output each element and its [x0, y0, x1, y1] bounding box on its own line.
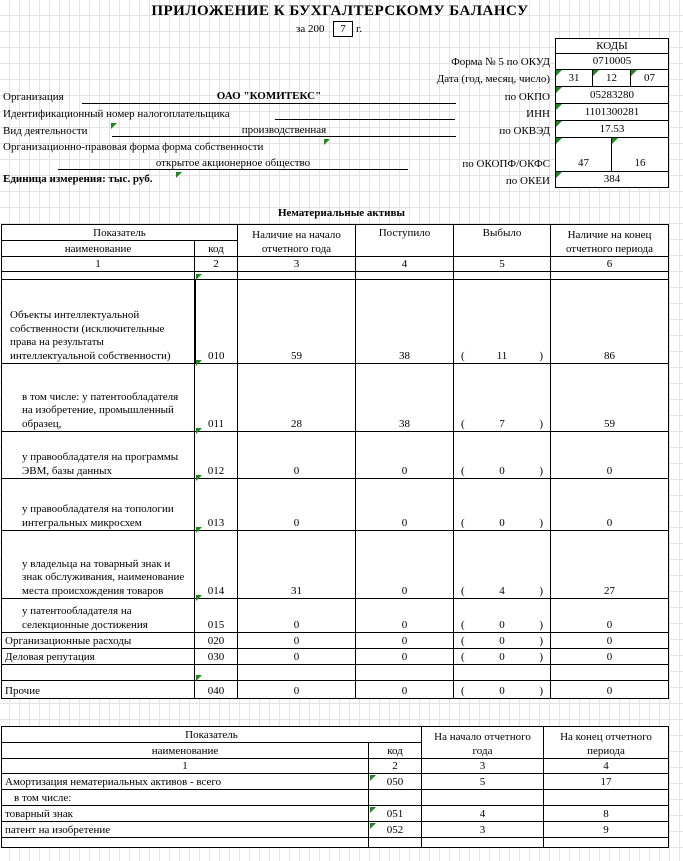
inn-code-label: ИНН: [526, 108, 550, 120]
row-end-value[interactable]: 8: [544, 806, 669, 822]
inn-code[interactable]: 1101300281: [555, 103, 669, 121]
table-row: Объекты интеллектуальной собственности (исключительные права на результаты интеллектуальной собственности) 010 59 38 ( 11 ) 86: [2, 280, 669, 364]
row-end-value[interactable]: [544, 790, 669, 806]
table-row: [2, 790, 669, 806]
okei-code[interactable]: 384: [555, 171, 669, 188]
table-row: у правообладателя на программы ЭВМ, базы данных 012 0 0 ( 0 ) 0: [2, 432, 669, 479]
row-name: Объекты интеллектуальной собственности (исключительные права на результаты интеллектуальной собственности): [2, 280, 195, 364]
period-suffix: г.: [356, 23, 363, 35]
row-start-value[interactable]: 4: [422, 806, 544, 822]
section1-title: Нематериальные активы: [277, 207, 406, 219]
period-year-field[interactable]: 7: [333, 21, 353, 37]
okved-label: по ОКВЭД: [499, 125, 550, 137]
row-name: Организационные расходы: [2, 633, 195, 649]
row-code: 051: [369, 806, 422, 822]
table-row: у правообладателя на топологии интегральных микросхем 013 0 0 ( 0 ) 0: [2, 479, 669, 531]
table-row: Деловая репутация 030 0 0 ( 0 ) 0: [2, 649, 669, 665]
row-end-value[interactable]: 17: [544, 774, 669, 790]
col-end-header: На конец отчетного периода: [544, 727, 669, 759]
row-retired-value[interactable]: 0: [499, 650, 505, 663]
row-code: 040: [195, 681, 238, 699]
row-code: 014: [195, 531, 238, 599]
date-year-code[interactable]: 31: [555, 69, 593, 87]
row-code: 012: [195, 432, 238, 479]
row-retired-value[interactable]: 0: [499, 618, 505, 631]
row-received-value[interactable]: 38: [356, 364, 454, 432]
row-start-value[interactable]: 59: [238, 280, 356, 364]
col-start-header: Наличие на начало отчетного года: [238, 225, 356, 257]
row-received-value[interactable]: 0: [356, 432, 454, 479]
col-end-header: Наличие на конец отчетного периода: [551, 225, 669, 257]
row-start-value[interactable]: 0: [238, 599, 356, 633]
row-name: у владельца на товарный знак и знак обслуживания, наименование места происхождения товаров: [2, 531, 195, 599]
row-code: 050: [369, 774, 422, 790]
row-end-value[interactable]: 0: [551, 681, 669, 699]
inn-label: Идентификационный номер налогоплательщика: [3, 108, 230, 120]
row-received-value[interactable]: 0: [356, 633, 454, 649]
col-number: 1: [2, 257, 195, 272]
form-okud-label: Форма № 5 по ОКУД: [451, 56, 550, 68]
row-name: Прочие: [2, 681, 195, 699]
row-name: у патентообладателя на селекционные достижения: [2, 599, 195, 633]
row-end-value[interactable]: 86: [551, 280, 669, 364]
activity-value[interactable]: производственная: [241, 124, 327, 136]
row-name: патент на изобретение: [2, 822, 369, 838]
row-start-value[interactable]: 0: [238, 432, 356, 479]
okopf-code[interactable]: 47: [578, 157, 589, 169]
col-number: 5: [454, 257, 551, 272]
col-retired-header: Выбыло: [454, 225, 551, 257]
row-end-value[interactable]: 9: [544, 822, 669, 838]
row-end-value[interactable]: 27: [551, 531, 669, 599]
row-code: 030: [195, 649, 238, 665]
org-value[interactable]: ОАО "КОМИТЕКС": [216, 90, 322, 102]
amortization-table: [1, 726, 669, 848]
row-start-value[interactable]: 31: [238, 531, 356, 599]
legal-form-label: Организационно-правовая форма форма собственности: [3, 141, 264, 153]
col-start-header: На начало отчетного года: [422, 727, 544, 759]
row-end-value[interactable]: 59: [551, 364, 669, 432]
col-number: 3: [238, 257, 356, 272]
col-number: 1: [2, 759, 369, 774]
org-label: Организация: [3, 91, 64, 103]
row-name: у правообладателя на программы ЭВМ, базы данных: [2, 432, 195, 479]
row-end-value[interactable]: 0: [551, 599, 669, 633]
table-row: [2, 774, 669, 790]
row-received-value[interactable]: 0: [356, 599, 454, 633]
col-number: 4: [544, 759, 669, 774]
row-code: 010: [195, 280, 238, 364]
col-received-header: Поступило: [356, 225, 454, 257]
row-retired-value[interactable]: 4: [499, 584, 505, 597]
okved-code[interactable]: 17.53: [555, 120, 669, 138]
row-start-value[interactable]: 3: [422, 822, 544, 838]
col-number: 2: [195, 257, 238, 272]
col-code-header: код: [195, 241, 238, 257]
row-received-value[interactable]: 0: [356, 531, 454, 599]
row-end-value[interactable]: 0: [551, 633, 669, 649]
okfs-code[interactable]: 16: [634, 157, 646, 169]
table-row: Прочие 040 0 0 ( 0 ) 0: [2, 681, 669, 699]
row-received-value[interactable]: 38: [356, 280, 454, 364]
row-name: в том числе:: [2, 790, 369, 806]
col-indicator-header: Показатель: [2, 727, 422, 743]
row-retired-value[interactable]: 0: [499, 684, 505, 697]
row-code: 020: [195, 633, 238, 649]
row-code: [369, 790, 422, 806]
row-code: 052: [369, 822, 422, 838]
okei-label: по ОКЕИ: [505, 175, 550, 187]
unit-label: Единица измерения: тыс. руб.: [3, 173, 153, 185]
row-received-value[interactable]: 0: [356, 479, 454, 531]
table-row: [2, 806, 669, 822]
date-day-code[interactable]: 07: [630, 69, 669, 87]
row-code: 011: [195, 364, 238, 432]
table-row: [2, 822, 669, 838]
date-label: Дата (год, месяц, число): [436, 73, 550, 85]
report-title: ПРИЛОЖЕНИЕ К БУХГАЛТЕРСКОМУ БАЛАНСУ: [151, 3, 529, 19]
row-name: у правообладателя на топологии интегральных микросхем: [2, 479, 195, 531]
row-start-value[interactable]: 5: [422, 774, 544, 790]
table-row: у патентообладателя на селекционные достижения 015 0 0 ( 0 ) 0: [2, 599, 669, 633]
period-prefix: за 200: [296, 23, 325, 35]
row-end-value[interactable]: 0: [551, 649, 669, 665]
codes-title: КОДЫ: [555, 38, 669, 54]
col-number: 2: [369, 759, 422, 774]
col-name-header: наименование: [2, 241, 195, 257]
col-number: 6: [551, 257, 669, 272]
row-name: товарный знак: [2, 806, 369, 822]
row-retired-value[interactable]: 0: [499, 516, 505, 529]
row-code: 015: [195, 599, 238, 633]
okopf-label: по ОКОПФ/ОКФС: [462, 158, 550, 170]
row-start-value[interactable]: 0: [238, 633, 356, 649]
row-start-value[interactable]: 28: [238, 364, 356, 432]
row-received-value[interactable]: 0: [356, 681, 454, 699]
table-row: у владельца на товарный знак и знак обслуживания, наименование места происхождения товаров 014 31 0 ( 4 ) 27: [2, 531, 669, 599]
row-start-value[interactable]: 0: [238, 479, 356, 531]
row-retired-value[interactable]: 0: [499, 464, 505, 477]
col-number: 4: [356, 257, 454, 272]
row-name: Деловая репутация: [2, 649, 195, 665]
okpo-label: по ОКПО: [504, 91, 550, 103]
form-okud-code[interactable]: 0710005: [555, 53, 669, 70]
activity-label: Вид деятельности: [3, 125, 88, 137]
row-start-value[interactable]: 0: [238, 681, 356, 699]
row-received-value[interactable]: 0: [356, 649, 454, 665]
col-indicator-header: Показатель: [2, 225, 238, 241]
col-code-header: код: [369, 743, 422, 759]
intangible-assets-table: [1, 224, 669, 699]
col-number: 3: [422, 759, 544, 774]
date-month-code[interactable]: 12: [592, 69, 631, 87]
row-name: Амортизация нематериальных активов - всего: [2, 774, 369, 790]
row-code: 013: [195, 479, 238, 531]
row-name: в том числе: у патентообладателя на изобретение, промышленный образец,: [2, 364, 195, 432]
row-retired-value[interactable]: 11: [496, 349, 508, 362]
row-start-value[interactable]: 0: [238, 649, 356, 665]
row-retired-value[interactable]: 7: [499, 417, 505, 430]
row-start-value[interactable]: [422, 790, 544, 806]
table-row: в том числе: у патентообладателя на изобретение, промышленный образец, 011 28 38 ( 7 ) 59: [2, 364, 669, 432]
row-retired-value[interactable]: 0: [499, 634, 505, 647]
col-name-header: наименование: [2, 743, 369, 759]
row-end-value[interactable]: 0: [551, 432, 669, 479]
okpo-code[interactable]: 05283280: [555, 86, 669, 104]
table-row: Организационные расходы 020 0 0 ( 0 ) 0: [2, 633, 669, 649]
row-end-value[interactable]: 0: [551, 479, 669, 531]
legal-form-value[interactable]: открытое акционерное общество: [155, 157, 311, 169]
